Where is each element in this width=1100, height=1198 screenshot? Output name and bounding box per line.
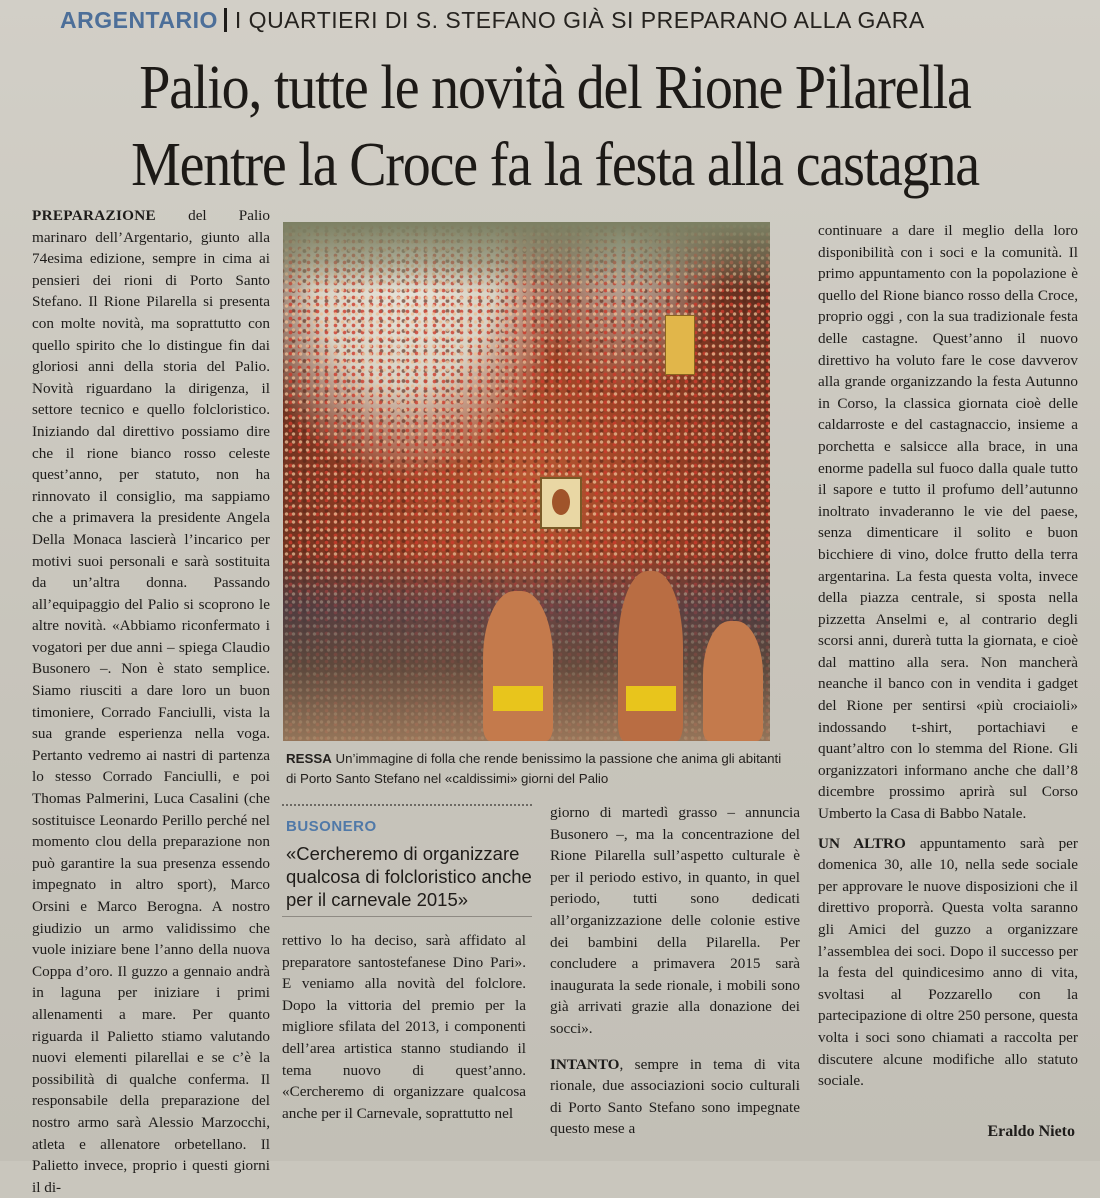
headline-line-1: Palio, tutte le novità del Rione Pilarella: [139, 53, 971, 123]
lead-word-intanto: INTANTO: [550, 1055, 620, 1073]
column-3-text-2: , sempre in tema di vita rionale, due associazioni socio culturali di Porto Santo Stefano sono impegnate questo mese a: [550, 1055, 800, 1138]
yellow-banner: [665, 315, 695, 375]
section-kicker: [60, 3, 1090, 37]
author-signature: Eraldo Nieto: [987, 1123, 1075, 1140]
yellow-shorts: [493, 686, 543, 711]
column-4-text: continuare a dare il meglio della loro disponibilità con i soci e la comunità. Il primo appuntamento con la popolazione è quello del Rione bianco rosso della Croce, proprio oggi , con la sua tradizionale festa delle castagne. Quest’anno il nuovo direttivo ha voluto fare le cose davverov alla grande organizzando la festa Autunno in Corso, la classica giornata cioè delle caldarroste e del castagnaccio, insieme a porchetta e salsicce alla brace, in una enorme padella sul fuoco dalla quale tutto il sapore e tutto il profumo dell’autunno inoltrato invaderanno le vie del paese, senza dimenticare il solito e buon bicchiere di vino, dolce frutto della terra argentarina. La festa questa volta, invece della piazza centrale, si sposta nella pizzetta Anselmi e, al contrario degli scorsi anni, durerà tutta la giornata, e cioè dal mattino alla sera. Non mancherà neanche il banco con in vendita i gadget del Rione per sentirsi «più crociaioli» indossando t-shirt, portachiavi e quant’altro con lo stemma del Rione. Gli organizzatori informano anche che dall’8 dicembre prossimo aprirà sul Corso Umberto la Casa di Babbo Natale.: [818, 222, 1078, 823]
rower-figure: [618, 571, 683, 741]
headline-line-2: Mentre la Croce fa la festa alla castagna: [131, 130, 979, 200]
column-1-text: del Palio marinaro dell’Argentario, giunto alla 74esima edizione, sempre in cima ai pensieri dei rioni di Porto Santo Stefano. Il Rione Pilarella si presenta con molte novità, ma soprattutto con quello spirito che lo distingue fin dai gloriosi anni della storia del Palio. Novità riguardano la dirigenza, il settore tecnico e quello folcloristico. Iniziando dal direttivo possiamo dire che il rione bianco rosso celeste quest’anno, per statuto, non ha rinnovato il consiglio, ma sappiamo che a primavera la presidente Angela Della Monaca lascierà l’incarico per motivi suoi personali e sarà sostituita da un’altra donna. Passando all’equipaggio del Palio si scoprono le altre novità. «Abbiamo riconfermato i vogatori per due anni – spiega Claudio Busonero –. Non è stato semplice. Siamo riusciti a dare loro un buon timoniere, Corrado Fanciulli, vista la sua grande esperienza nella voga. Pertanto vedremo ai nastri di partenza lo stesso Corrado Fanciulli, e poi Thomas Palmerini, Luca Casalini (che sostituisce Leonardo Perillo perché nel momento clou della preparazione non può garantire la sua presenza essendo impegnato in altro sport), Marco Orsini e Marco Berogna. A nostro giudizio un armo validissimo che vuole iniziare bene l’anno della nuova Coppa d’oro. Il guzzo a gennaio andrà in laguna per iniziare i primi allenamenti a mare. Per quanto riguarda il Palietto stiamo valutando nuovi elementi pilarellai e se c’è la possibilità di qualche conferma. Il responsabile della preparazione del nostro armo sarà Alessio Marzocchi, atleta e allenatore orbetellano. Il Palietto invece, proprio i questi giorni il di-: [32, 207, 270, 1196]
article-column-1: [32, 205, 270, 1196]
caption-text: Un’immagine di folla che rende benissimo la passione che anima gli abitanti di Porto Santo Stefano nel «caldissimi» giorni del Palio: [286, 751, 782, 786]
portrait-sign: [540, 477, 582, 529]
section-name: ARGENTARIO: [60, 6, 218, 33]
column-3-text: giorno di martedì grasso – annuncia Busonero –, ma la concentrazione del Rione Pilarella sull’aspetto culturale è per il periodo estivo, in quanto, in quel periodo, tutti sono dedicati all’organizzazione delle colonie estive dei bambini della Pilarella. Per concludere a primavera 2015 sarà inaugurata la sede rionale, i mobili sono già arrivati grazie alla donazione dei socci».: [550, 804, 800, 1037]
column-4-text-2: appuntamento sarà per domenica 30, alle 10, nella sede sociale per approvare le nuove disposizioni che il direttivo proporrà. Questa volta saranno gli Amici del guzzo a organizzare l’assemblea dei soci. Dopo il successo per la festa del quindicesimo anno di vita, svoltasi al Pozzarello con la partecipazione di oltre 250 persone, questa volta i soci sono chiamati a raccolta per discutere alcune modifiche allo statuto sociale.: [818, 834, 1078, 1090]
rower-figure: [483, 591, 553, 741]
lead-word: PREPARAZIONE: [32, 207, 156, 224]
yellow-shorts: [626, 686, 676, 711]
crowd-photo: [283, 222, 770, 741]
lead-word-un-altro: UN ALTRO: [818, 834, 906, 852]
sidebox-top-rule: [282, 804, 532, 806]
sidebox-bottom-rule: [282, 916, 532, 917]
kicker-topic: I QUARTIERI DI S. STEFANO GIÀ SI PREPARANO ALLA GARA: [234, 6, 925, 33]
sidebox-kicker: BUSONERO: [286, 818, 377, 835]
article-column-4: [818, 220, 1078, 1150]
column-2-text: rettivo lo ha deciso, sarà affidato al preparatore santostefanese Dino Pari». E veniamo alla novità del folclore. Dopo la vittoria del premio per la migliore sfilata del 2013, i componenti dell’area artistica stanno studiando il tema nuovo di quest’anno. «Cercheremo di organizzare qualcosa anche per il Carnevale, soprattutto nel: [282, 932, 526, 1122]
sidebox-quote: «Cercheremo di organizzare qualcosa di folcloristico anche per il carnevale 2015»: [286, 843, 532, 910]
kicker-divider: [224, 8, 227, 32]
photo-caption: [286, 749, 786, 789]
trees-background: [283, 222, 770, 292]
article-column-3: [550, 802, 800, 1152]
article-column-2: [282, 930, 526, 1150]
rower-figure: [703, 621, 763, 741]
caption-lead: RESSA: [286, 751, 332, 766]
